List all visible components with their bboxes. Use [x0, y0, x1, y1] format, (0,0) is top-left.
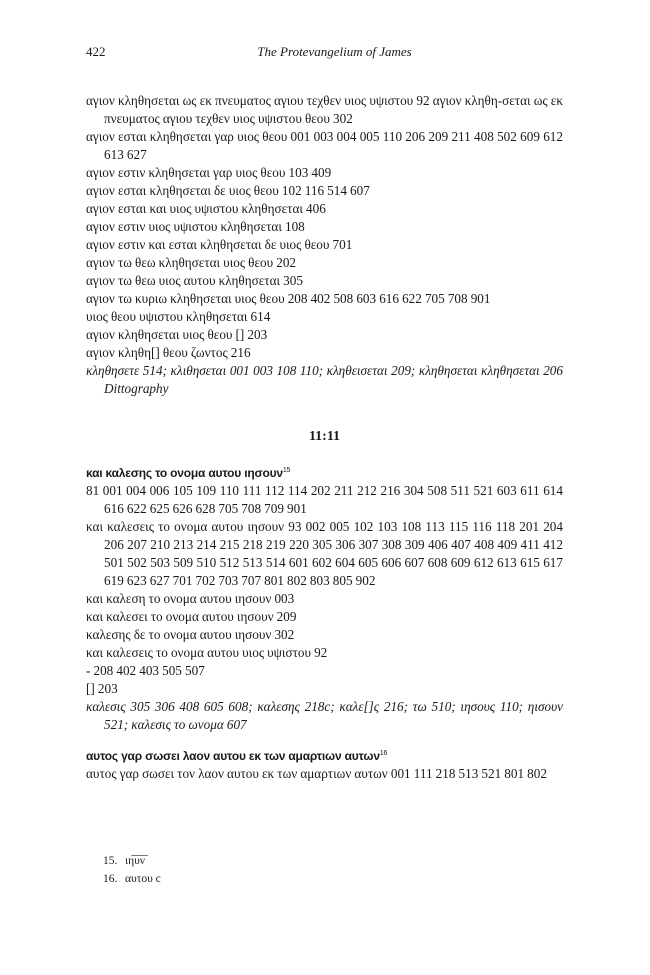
footnote-ref: 15	[282, 467, 291, 474]
lemma-1	[86, 464, 563, 482]
apparatus-entry: αγιον εσται κληθησεται γαρ υιος θεου 001 003 004 005 110 206 209 211 408 502 609 612 613 627	[86, 129, 563, 162]
apparatus-entry: αγιον τω θεω κληθησεται υιος θεου 202	[86, 255, 297, 270]
apparatus-entry: αυτος γαρ σωσει τον λαον αυτου εκ των αμαρτιων αυτων 001 111 218 513 521 801 802	[86, 766, 547, 781]
apparatus-block-3	[86, 765, 563, 783]
apparatus-entry: αγιον εσται κληθησεται δε υιος θεου 102 116 514 607	[86, 183, 370, 198]
verse-heading: 11:11	[308, 429, 341, 444]
apparatus-entry: αγιον κληθησεται υιος θεου [] 203	[86, 327, 268, 342]
page-body	[86, 44, 563, 783]
lemma-2	[86, 747, 563, 765]
apparatus-entry: κληθησετε 514; κλιθησεται 001 003 108 110; κληθεισεται 209; κληθησεται κληθησεται 206 Dittography	[86, 363, 563, 396]
apparatus-entry: και καλεσει το ονομα αυτου ιησουν 209	[86, 609, 297, 624]
apparatus-entry: - 208 402 403 505 507	[86, 663, 205, 678]
apparatus-entry: 81 001 004 006 105 109 110 111 112 114 202 211 212 216 304 508 511 521 603 611 614 616 622 625 626 628 705 708 709 901	[86, 483, 563, 516]
apparatus-entry: αγιον κληθη[] θεου ζωντος 216	[86, 345, 251, 360]
footnotes	[103, 852, 161, 888]
apparatus-entry: [] 203	[86, 681, 118, 696]
apparatus-block-2	[86, 482, 563, 734]
footnote-text: ιη̅υ̅ν̅	[125, 855, 146, 867]
apparatus-block-1	[86, 92, 563, 398]
footnote-ref: 16	[379, 750, 388, 757]
footnote-number: 15.	[103, 855, 118, 867]
apparatus-entry: αγιον εστιν υιος υψιστου κληθησεται 108	[86, 219, 305, 234]
apparatus-entry: αγιον εσται και υιος υψιστου κληθησεται 406	[86, 201, 326, 216]
footnote-number: 16.	[103, 873, 118, 885]
running-title: The Protevangelium of James	[257, 44, 412, 59]
apparatus-entry: και καλεσεις το ονομα αυτου υιος υψιστου 92	[86, 645, 328, 660]
apparatus-entry: καλεσις 305 306 408 605 608; καλεσης 218c; καλε[]ς 216; τω 510; ιησους 110; ηισουν 521; καλεσις το ωνομα 607	[86, 699, 563, 732]
apparatus-entry: αγιον εστιν και εσται κληθησεται δε υιος θεου 701	[86, 237, 353, 252]
apparatus-entry: και καλεσεις το ονομα αυτου ιησουν 93 002 005 102 103 108 113 115 116 118 201 204 206 207 210 213 214 215 218 219 220 305 306 307 308 309 406 407 408 409 411 412 501 502 503 509 510 512 513 514 601 602 604 605 606 607 608 609 612 613 615 617 619 623 627 701 702 703 707 801 802 803 805 902	[86, 519, 563, 588]
lemma-text: και καλεσης το ονομα αυτου ιησουν	[86, 466, 283, 480]
apparatus-entry: αγιον εστιν κληθησεται γαρ υιος θεου 103 409	[86, 165, 332, 180]
lemma-text: αυτος γαρ σωσει λαον αυτου εκ των αμαρτιων αυτων	[86, 749, 380, 763]
apparatus-entry: καλεσης δε το ονομα αυτου ιησουν 302	[86, 627, 295, 642]
footnote-item	[103, 852, 161, 870]
page-header	[86, 44, 563, 64]
footnote-item	[103, 870, 161, 888]
spacer	[86, 734, 563, 747]
apparatus-entry: αγιον τω κυριω κληθησεται υιος θεου 208 402 508 603 616 622 705 708 901	[86, 291, 491, 306]
apparatus-entry: αγιον τω θεω υιος αυτου κληθησεται 305	[86, 273, 303, 288]
apparatus-entry: υιος θεου υψιστου κληθησεται 614	[86, 309, 271, 324]
page-number: 422	[86, 44, 106, 59]
footnote-text: αυτου c	[125, 873, 161, 885]
apparatus-entry: αγιον κληθησεται ως εκ πνευματος αγιου τεχθεν υιος υψιστου 92 αγιον κληθη-σεται ως εκ πνευματος αγιου τεχθεν υιος υψιστου θεου 302	[86, 93, 563, 126]
apparatus-entry: και καλεση το ονομα αυτου ιησουν 003	[86, 591, 295, 606]
